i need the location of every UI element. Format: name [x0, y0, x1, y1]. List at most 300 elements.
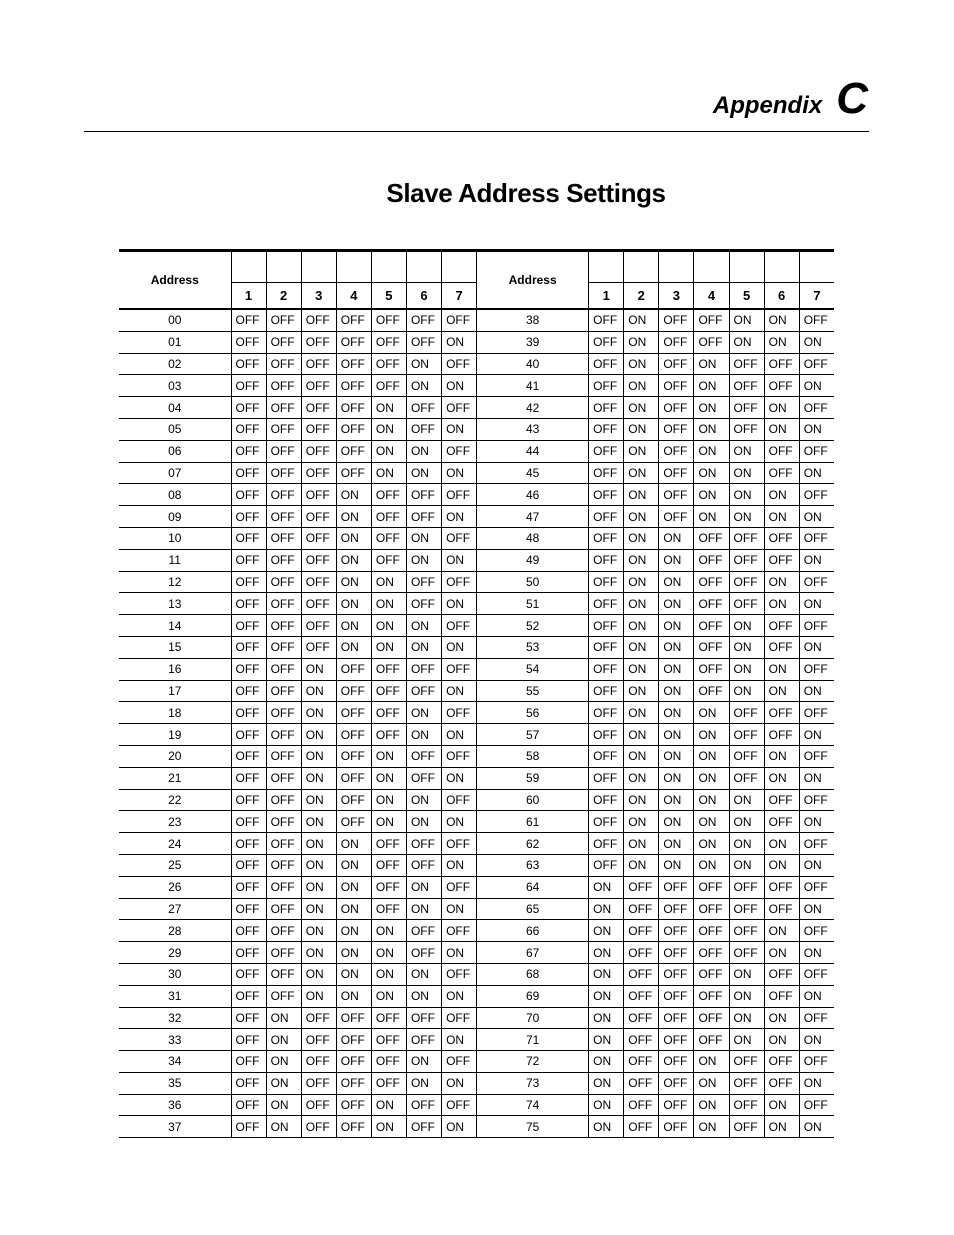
switch-cell: OFF [301, 549, 336, 571]
address-column-header: Address [477, 251, 589, 310]
switch-cell: OFF [231, 724, 266, 746]
switch-cell: OFF [729, 1072, 764, 1094]
switch-cell: ON [589, 1116, 624, 1138]
switch-cell: OFF [266, 854, 301, 876]
switch-cell: OFF [371, 833, 406, 855]
switch-cell: OFF [659, 920, 694, 942]
switch-cell: OFF [301, 462, 336, 484]
bit-header: 5 [729, 283, 764, 310]
switch-cell: ON [694, 833, 729, 855]
switch-cell: ON [799, 985, 834, 1007]
switch-cell: ON [371, 811, 406, 833]
slave-address-table [119, 249, 834, 1138]
table-row [119, 636, 834, 658]
switch-cell: OFF [589, 745, 624, 767]
switch-cell: OFF [231, 353, 266, 375]
switch-cell: ON [589, 876, 624, 898]
switch-cell: OFF [231, 920, 266, 942]
switch-cell: ON [624, 527, 659, 549]
switch-cell: OFF [659, 331, 694, 353]
address-cell: 29 [119, 942, 231, 964]
switch-cell: OFF [764, 963, 799, 985]
switch-cell: ON [694, 506, 729, 528]
bit-header: 5 [371, 283, 406, 310]
table-row [119, 767, 834, 789]
switch-cell: ON [694, 418, 729, 440]
switch-cell: ON [764, 593, 799, 615]
switch-cell: ON [764, 309, 799, 331]
switch-cell: ON [301, 833, 336, 855]
switch-cell: ON [659, 811, 694, 833]
switch-cell: OFF [301, 353, 336, 375]
switch-cell: ON [624, 745, 659, 767]
switch-cell: OFF [729, 418, 764, 440]
switch-cell: OFF [799, 397, 834, 419]
switch-cell: ON [729, 680, 764, 702]
switch-cell: ON [371, 636, 406, 658]
switch-cell: OFF [371, 1007, 406, 1029]
switch-cell: ON [694, 353, 729, 375]
switch-cell: OFF [624, 1007, 659, 1029]
bit-header: 2 [624, 283, 659, 310]
switch-cell: OFF [659, 353, 694, 375]
address-cell: 54 [477, 658, 589, 680]
address-cell: 28 [119, 920, 231, 942]
switch-cell: OFF [729, 593, 764, 615]
switch-cell: ON [799, 898, 834, 920]
switch-cell: OFF [589, 506, 624, 528]
switch-cell: OFF [624, 898, 659, 920]
switch-cell: OFF [266, 331, 301, 353]
switch-cell: OFF [231, 767, 266, 789]
bit-header: 1 [589, 283, 624, 310]
address-cell: 75 [477, 1116, 589, 1138]
table-row [119, 658, 834, 680]
switch-cell: OFF [266, 876, 301, 898]
table-row [119, 1116, 834, 1138]
switch-cell: ON [799, 593, 834, 615]
switch-cell: OFF [764, 724, 799, 746]
switch-cell: OFF [231, 658, 266, 680]
switch-cell: OFF [266, 942, 301, 964]
switch-cell: ON [694, 484, 729, 506]
switch-cell: ON [694, 702, 729, 724]
switch-cell: OFF [589, 636, 624, 658]
switch-cell: OFF [231, 1094, 266, 1116]
switch-cell: ON [764, 1029, 799, 1051]
switch-cell: OFF [336, 789, 371, 811]
switch-cell: OFF [266, 527, 301, 549]
switch-cell: OFF [336, 331, 371, 353]
switch-cell: OFF [764, 353, 799, 375]
switch-cell: OFF [301, 1094, 336, 1116]
switch-cell: ON [729, 615, 764, 637]
switch-cell: ON [764, 1007, 799, 1029]
switch-cell: OFF [764, 811, 799, 833]
switch-cell: OFF [589, 680, 624, 702]
switch-cell: ON [301, 920, 336, 942]
switch-cell: ON [589, 1072, 624, 1094]
switch-cell: OFF [301, 593, 336, 615]
table-row [119, 331, 834, 353]
switch-cell: ON [799, 1116, 834, 1138]
table-row [119, 898, 834, 920]
switch-cell: OFF [799, 745, 834, 767]
switch-cell: OFF [231, 506, 266, 528]
switch-cell: OFF [266, 484, 301, 506]
switch-cell: OFF [694, 876, 729, 898]
switch-cell: OFF [589, 549, 624, 571]
switch-cell: ON [442, 331, 477, 353]
address-cell: 53 [477, 636, 589, 658]
switch-cell: ON [406, 549, 441, 571]
switch-cell: ON [624, 767, 659, 789]
switch-cell: OFF [301, 331, 336, 353]
switch-cell: OFF [694, 985, 729, 1007]
switch-cell: OFF [799, 1094, 834, 1116]
switch-cell: OFF [406, 767, 441, 789]
switch-cell: OFF [406, 397, 441, 419]
switch-cell: OFF [799, 571, 834, 593]
switch-cell: ON [406, 811, 441, 833]
switch-cell: OFF [406, 1116, 441, 1138]
switch-cell: OFF [406, 942, 441, 964]
address-cell: 55 [477, 680, 589, 702]
switch-cell: ON [729, 636, 764, 658]
switch-cell: ON [694, 724, 729, 746]
switch-cell: OFF [442, 309, 477, 331]
switch-cell: OFF [659, 1072, 694, 1094]
switch-cell: ON [659, 854, 694, 876]
switch-cell: ON [406, 985, 441, 1007]
switch-cell: OFF [336, 462, 371, 484]
switch-cell: OFF [301, 1029, 336, 1051]
switch-cell: OFF [371, 353, 406, 375]
switch-cell: OFF [442, 702, 477, 724]
switch-cell: ON [624, 636, 659, 658]
switch-cell: OFF [266, 680, 301, 702]
switch-cell: ON [624, 440, 659, 462]
address-cell: 03 [119, 375, 231, 397]
switch-cell: OFF [589, 309, 624, 331]
switch-cell: OFF [729, 375, 764, 397]
switch-cell: ON [624, 331, 659, 353]
switch-cell: OFF [406, 658, 441, 680]
switch-cell: OFF [729, 1094, 764, 1116]
switch-cell: OFF [301, 1051, 336, 1073]
switch-cell: OFF [231, 811, 266, 833]
table-row [119, 571, 834, 593]
switch-cell: ON [406, 353, 441, 375]
switch-cell: OFF [694, 942, 729, 964]
switch-cell: OFF [764, 527, 799, 549]
switch-cell: OFF [729, 767, 764, 789]
address-cell: 44 [477, 440, 589, 462]
switch-cell: OFF [231, 375, 266, 397]
switch-cell: OFF [336, 1007, 371, 1029]
switch-cell: OFF [406, 854, 441, 876]
switch-cell: OFF [659, 1094, 694, 1116]
switch-cell: ON [729, 331, 764, 353]
switch-cell: ON [301, 854, 336, 876]
appendix-letter: C [836, 74, 868, 123]
address-cell: 49 [477, 549, 589, 571]
address-cell: 34 [119, 1051, 231, 1073]
switch-cell: OFF [764, 375, 799, 397]
switch-cell: ON [764, 397, 799, 419]
switch-cell: ON [442, 636, 477, 658]
address-cell: 61 [477, 811, 589, 833]
switch-cell: ON [442, 1029, 477, 1051]
switch-cell: ON [624, 615, 659, 637]
address-cell: 26 [119, 876, 231, 898]
switch-cell: OFF [729, 724, 764, 746]
address-cell: 37 [119, 1116, 231, 1138]
switch-cell: OFF [589, 833, 624, 855]
switch-cell: ON [729, 658, 764, 680]
switch-cell: ON [659, 789, 694, 811]
address-cell: 39 [477, 331, 589, 353]
switch-cell: OFF [799, 527, 834, 549]
switch-cell: OFF [694, 636, 729, 658]
switch-cell: OFF [442, 615, 477, 637]
switch-cell: ON [589, 898, 624, 920]
switch-cell: ON [624, 397, 659, 419]
switch-cell: OFF [659, 418, 694, 440]
switch-cell: OFF [659, 1029, 694, 1051]
switch-cell: ON [301, 745, 336, 767]
switch-cell: ON [729, 833, 764, 855]
switch-cell: OFF [764, 615, 799, 637]
switch-cell: OFF [799, 1007, 834, 1029]
address-cell: 66 [477, 920, 589, 942]
switch-cell: OFF [799, 615, 834, 637]
switch-cell: OFF [799, 920, 834, 942]
switch-cell: OFF [589, 440, 624, 462]
switch-cell: ON [406, 440, 441, 462]
switch-cell: OFF [406, 309, 441, 331]
bit-header: 7 [442, 283, 477, 310]
switch-cell: ON [442, 549, 477, 571]
switch-cell: OFF [231, 1007, 266, 1029]
switch-cell: OFF [799, 484, 834, 506]
switch-cell: ON [371, 985, 406, 1007]
switch-cell: ON [442, 767, 477, 789]
address-cell: 20 [119, 745, 231, 767]
switch-cell: OFF [799, 876, 834, 898]
table-row [119, 942, 834, 964]
switch-cell: ON [301, 985, 336, 1007]
switch-cell: OFF [659, 876, 694, 898]
switch-cell: ON [442, 985, 477, 1007]
switch-cell: ON [301, 724, 336, 746]
switch-cell: OFF [406, 571, 441, 593]
switch-cell: ON [694, 462, 729, 484]
switch-cell: ON [301, 963, 336, 985]
switch-cell: ON [659, 658, 694, 680]
switch-cell: OFF [764, 702, 799, 724]
bit-header: 6 [764, 283, 799, 310]
switch-cell: ON [371, 767, 406, 789]
switch-cell: ON [729, 985, 764, 1007]
switch-cell: ON [406, 898, 441, 920]
address-cell: 38 [477, 309, 589, 331]
address-cell: 42 [477, 397, 589, 419]
switch-cell: ON [799, 418, 834, 440]
switch-cell: OFF [442, 440, 477, 462]
switch-cell: ON [371, 593, 406, 615]
switch-cell: OFF [266, 418, 301, 440]
table-row [119, 484, 834, 506]
table-row [119, 418, 834, 440]
switch-cell: OFF [764, 1051, 799, 1073]
switch-cell: ON [336, 963, 371, 985]
switch-cell: ON [694, 811, 729, 833]
switch-cell: OFF [266, 462, 301, 484]
switch-cell: ON [336, 549, 371, 571]
switch-cell: ON [764, 680, 799, 702]
switch-cell: OFF [406, 506, 441, 528]
switch-cell: OFF [624, 920, 659, 942]
address-cell: 33 [119, 1029, 231, 1051]
switch-cell: ON [336, 876, 371, 898]
switch-cell: ON [589, 963, 624, 985]
switch-cell: OFF [266, 506, 301, 528]
switch-cell: ON [336, 615, 371, 637]
switch-cell: ON [659, 571, 694, 593]
switch-cell: OFF [729, 397, 764, 419]
address-cell: 23 [119, 811, 231, 833]
switch-cell: OFF [301, 527, 336, 549]
switch-cell: ON [589, 1029, 624, 1051]
switch-cell: OFF [694, 658, 729, 680]
switch-cell: OFF [406, 331, 441, 353]
switch-cell: ON [371, 615, 406, 637]
switch-cell: OFF [729, 549, 764, 571]
switch-cell: ON [624, 375, 659, 397]
switch-cell: OFF [231, 963, 266, 985]
switch-cell: ON [624, 309, 659, 331]
address-cell: 74 [477, 1094, 589, 1116]
switch-cell: ON [442, 375, 477, 397]
switch-cell: OFF [659, 1007, 694, 1029]
switch-cell: OFF [266, 549, 301, 571]
switch-cell: ON [442, 724, 477, 746]
switch-cell: OFF [764, 876, 799, 898]
switch-cell: OFF [694, 615, 729, 637]
switch-cell: OFF [659, 506, 694, 528]
switch-cell: OFF [659, 484, 694, 506]
switch-cell: OFF [589, 854, 624, 876]
switch-cell: OFF [442, 789, 477, 811]
bit-header: 2 [266, 283, 301, 310]
address-cell: 58 [477, 745, 589, 767]
switch-cell: ON [406, 724, 441, 746]
switch-cell: ON [336, 506, 371, 528]
switch-cell: OFF [442, 963, 477, 985]
switch-cell: OFF [266, 985, 301, 1007]
switch-cell: ON [301, 942, 336, 964]
switch-cell: ON [659, 833, 694, 855]
address-cell: 43 [477, 418, 589, 440]
switch-cell: ON [694, 789, 729, 811]
switch-cell: OFF [371, 527, 406, 549]
switch-cell: OFF [589, 615, 624, 637]
switch-cell: OFF [301, 397, 336, 419]
switch-cell: OFF [231, 331, 266, 353]
switch-cell: OFF [799, 963, 834, 985]
table-row [119, 309, 834, 331]
address-cell: 11 [119, 549, 231, 571]
switch-cell: ON [301, 898, 336, 920]
switch-cell: OFF [694, 680, 729, 702]
address-cell: 46 [477, 484, 589, 506]
switch-cell: ON [371, 942, 406, 964]
switch-cell: ON [406, 702, 441, 724]
switch-cell: OFF [336, 397, 371, 419]
bit-header: 1 [231, 283, 266, 310]
switch-cell: OFF [371, 549, 406, 571]
table-row [119, 1029, 834, 1051]
switch-cell: OFF [231, 440, 266, 462]
switch-cell: OFF [371, 658, 406, 680]
switch-cell: ON [624, 418, 659, 440]
switch-cell: ON [764, 484, 799, 506]
switch-cell: ON [729, 811, 764, 833]
bit-header: 3 [301, 283, 336, 310]
switch-cell: OFF [301, 309, 336, 331]
switch-cell: OFF [266, 397, 301, 419]
switch-cell: ON [589, 1051, 624, 1073]
switch-cell: ON [729, 854, 764, 876]
switch-cell: OFF [266, 789, 301, 811]
switch-cell: OFF [659, 985, 694, 1007]
address-cell: 68 [477, 963, 589, 985]
switch-cell: ON [799, 636, 834, 658]
switch-cell: ON [624, 484, 659, 506]
address-cell: 71 [477, 1029, 589, 1051]
switch-cell: ON [694, 745, 729, 767]
switch-cell: OFF [371, 724, 406, 746]
switch-cell: OFF [266, 375, 301, 397]
table-row [119, 833, 834, 855]
switch-cell: OFF [406, 833, 441, 855]
switch-cell: ON [799, 854, 834, 876]
bit-header: 6 [406, 283, 441, 310]
switch-cell: OFF [799, 833, 834, 855]
switch-cell: OFF [589, 331, 624, 353]
switch-cell: OFF [231, 702, 266, 724]
switch-cell: OFF [659, 375, 694, 397]
switch-cell: OFF [231, 484, 266, 506]
switch-cell: OFF [589, 571, 624, 593]
switch-cell: OFF [336, 1029, 371, 1051]
switch-cell: OFF [764, 636, 799, 658]
table-row [119, 680, 834, 702]
switch-cell: OFF [371, 1072, 406, 1094]
switch-cell: OFF [266, 658, 301, 680]
switch-cell: ON [442, 942, 477, 964]
switch-cell: OFF [729, 745, 764, 767]
switch-cell: OFF [336, 1116, 371, 1138]
table-row [119, 375, 834, 397]
switch-cell: OFF [764, 898, 799, 920]
switch-cell: ON [624, 854, 659, 876]
switch-cell: OFF [371, 876, 406, 898]
switch-cell: ON [659, 615, 694, 637]
page-title: Slave Address Settings [386, 178, 666, 208]
switch-cell: ON [694, 1116, 729, 1138]
